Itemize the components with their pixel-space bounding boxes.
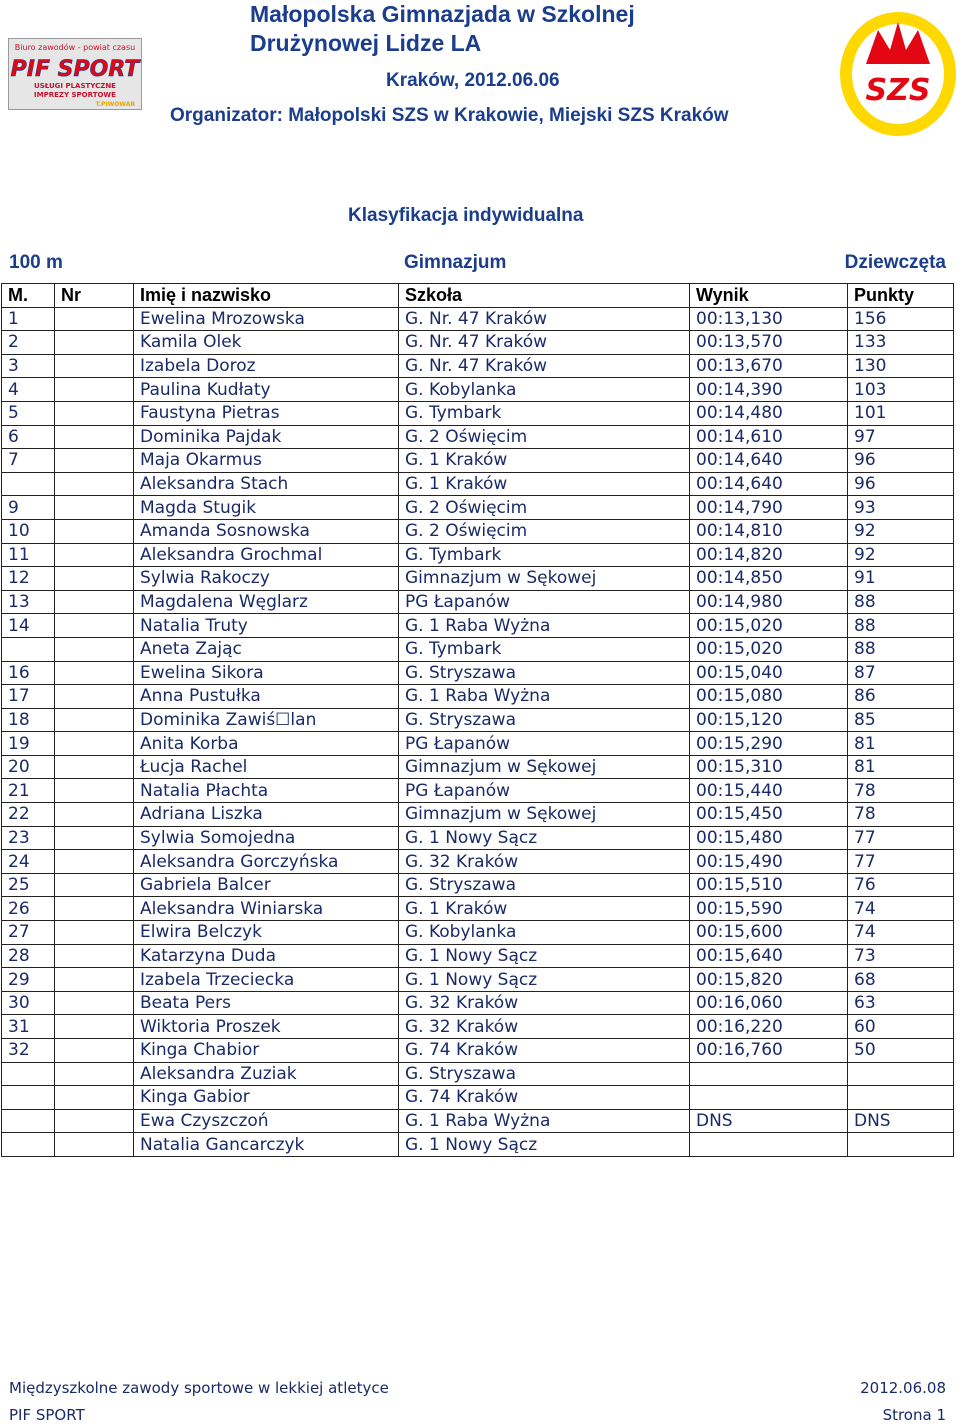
cell-place	[2, 1133, 55, 1157]
cell-points: 88	[848, 637, 954, 661]
cell-school: Gimnazjum w Sękowej	[399, 755, 690, 779]
cell-result: 00:13,570	[690, 331, 848, 355]
logo-right-brand-text: SZS	[865, 73, 931, 108]
logo-left-sub2-text: IMPREZY SPORTOWE	[34, 91, 116, 99]
cell-points: 92	[848, 519, 954, 543]
cell-place	[2, 1086, 55, 1110]
table-row	[2, 1109, 954, 1133]
cell-points: 92	[848, 543, 954, 567]
col-header-school: Szkoła	[399, 284, 690, 308]
cell-result: 00:15,440	[690, 779, 848, 803]
table-row	[2, 378, 954, 402]
table-row	[2, 897, 954, 921]
table-row	[2, 1133, 954, 1157]
cell-result	[690, 1062, 848, 1086]
table-row	[2, 590, 954, 614]
col-header-points: Punkty	[848, 284, 954, 308]
cell-school: G. 1 Nowy Sącz	[399, 944, 690, 968]
cell-points: 60	[848, 1015, 954, 1039]
cell-school: G. Nr. 47 Kraków	[399, 354, 690, 378]
cell-points: 93	[848, 496, 954, 520]
cell-result: 00:15,120	[690, 708, 848, 732]
cell-place	[2, 1062, 55, 1086]
cell-points: 96	[848, 472, 954, 496]
cell-school: G. 2 Oświęcim	[399, 425, 690, 449]
cell-points: 74	[848, 921, 954, 945]
cell-school: G. 1 Nowy Sącz	[399, 1133, 690, 1157]
table-row	[2, 614, 954, 638]
place-date: Kraków, 2012.06.06	[386, 70, 560, 91]
category-label: Dziewczęta	[844, 252, 946, 273]
cell-number	[55, 826, 134, 850]
cell-result: 00:15,600	[690, 921, 848, 945]
cell-points: 63	[848, 991, 954, 1015]
cell-school: G. Nr. 47 Kraków	[399, 307, 690, 331]
cell-points: 85	[848, 708, 954, 732]
cell-result: 00:14,480	[690, 401, 848, 425]
cell-place: 2	[2, 331, 55, 355]
cell-number	[55, 1133, 134, 1157]
cell-school: G. Nr. 47 Kraków	[399, 331, 690, 355]
col-header-result: Wynik	[690, 284, 848, 308]
cell-name: Maja Okarmus	[134, 449, 399, 473]
pif-sport-logo	[8, 38, 142, 110]
cell-result: 00:14,640	[690, 449, 848, 473]
cell-points: 88	[848, 590, 954, 614]
cell-points: 74	[848, 897, 954, 921]
cell-points: 101	[848, 401, 954, 425]
cell-school: G. Kobylanka	[399, 921, 690, 945]
cell-points: 68	[848, 968, 954, 992]
cell-result: 00:15,040	[690, 661, 848, 685]
table-row	[2, 991, 954, 1015]
cell-school: G. 1 Kraków	[399, 449, 690, 473]
table-row	[2, 661, 954, 685]
cell-place: 4	[2, 378, 55, 402]
table-row	[2, 472, 954, 496]
cell-school: Gimnazjum w Sękowej	[399, 567, 690, 591]
cell-points: 78	[848, 803, 954, 827]
cell-number	[55, 1015, 134, 1039]
cell-place: 21	[2, 779, 55, 803]
cell-points: 73	[848, 944, 954, 968]
cell-result: 00:15,480	[690, 826, 848, 850]
table-row	[2, 685, 954, 709]
cell-result: 00:14,850	[690, 567, 848, 591]
table-row	[2, 921, 954, 945]
col-header-number: Nr	[55, 284, 134, 308]
table-row	[2, 1086, 954, 1110]
cell-number	[55, 685, 134, 709]
cell-points: 78	[848, 779, 954, 803]
cell-place: 20	[2, 755, 55, 779]
cell-result: 00:14,790	[690, 496, 848, 520]
cell-number	[55, 1086, 134, 1110]
cell-name: Katarzyna Duda	[134, 944, 399, 968]
cell-result: 00:15,510	[690, 873, 848, 897]
cell-school: G. Tymbark	[399, 401, 690, 425]
cell-name: Aleksandra Stach	[134, 472, 399, 496]
cell-name: Aleksandra Winiarska	[134, 897, 399, 921]
cell-place: 11	[2, 543, 55, 567]
table-row	[2, 850, 954, 874]
cell-name: Wiktoria Proszek	[134, 1015, 399, 1039]
col-header-name: Imię i nazwisko	[134, 284, 399, 308]
logo-left-sub1-text: USŁUGI PLASTYCZNE	[34, 82, 116, 90]
cell-result: 00:14,980	[690, 590, 848, 614]
cell-result: 00:15,590	[690, 897, 848, 921]
cell-points	[848, 1133, 954, 1157]
cell-school: PG Łapanów	[399, 732, 690, 756]
cell-school: G. 74 Kraków	[399, 1086, 690, 1110]
cell-school: G. 2 Oświęcim	[399, 519, 690, 543]
distance-label: 100 m	[9, 252, 63, 273]
table-row	[2, 779, 954, 803]
cell-result: 00:15,020	[690, 637, 848, 661]
cell-name: Beata Pers	[134, 991, 399, 1015]
cell-name: Ewelina Mrozowska	[134, 307, 399, 331]
cell-school: G. 1 Kraków	[399, 472, 690, 496]
cell-points	[848, 1062, 954, 1086]
cell-points: DNS	[848, 1109, 954, 1133]
logo-left-top-text: Biuro zawodów - powiat czasu	[14, 43, 136, 52]
cell-name: Sylwia Somojedna	[134, 826, 399, 850]
cell-place: 32	[2, 1039, 55, 1063]
cell-points: 87	[848, 661, 954, 685]
cell-number	[55, 1109, 134, 1133]
cell-name: Natalia Truty	[134, 614, 399, 638]
footer-date: 2012.06.08	[860, 1379, 946, 1397]
table-row	[2, 567, 954, 591]
table-row	[2, 708, 954, 732]
cell-number	[55, 307, 134, 331]
cell-points: 97	[848, 425, 954, 449]
cell-school: G. Tymbark	[399, 543, 690, 567]
cell-points: 77	[848, 850, 954, 874]
footer-company: PIF SPORT	[9, 1406, 85, 1424]
cell-number	[55, 567, 134, 591]
cell-place: 27	[2, 921, 55, 945]
cell-points: 88	[848, 614, 954, 638]
cell-number	[55, 803, 134, 827]
page-title: Małopolska Gimnazjada w Szkolnej Drużynowej Lidze LA	[250, 1, 635, 56]
cell-result: 00:16,060	[690, 991, 848, 1015]
table-row	[2, 425, 954, 449]
cell-result: 00:16,220	[690, 1015, 848, 1039]
cell-number	[55, 944, 134, 968]
cell-school: G. Kobylanka	[399, 378, 690, 402]
cell-school: G. Stryszawa	[399, 873, 690, 897]
cell-number	[55, 378, 134, 402]
cell-school: G. 2 Oświęcim	[399, 496, 690, 520]
cell-school: G. 1 Raba Wyżna	[399, 1109, 690, 1133]
cell-number	[55, 755, 134, 779]
cell-place: 3	[2, 354, 55, 378]
cell-number	[55, 590, 134, 614]
cell-number	[55, 779, 134, 803]
cell-name: Adriana Liszka	[134, 803, 399, 827]
cell-school: G. Tymbark	[399, 637, 690, 661]
cell-result: 00:14,820	[690, 543, 848, 567]
cell-result: 00:15,310	[690, 755, 848, 779]
cell-place: 18	[2, 708, 55, 732]
table-row	[2, 519, 954, 543]
cell-number	[55, 637, 134, 661]
cell-number	[55, 401, 134, 425]
cell-place: 29	[2, 968, 55, 992]
cell-name: Gabriela Balcer	[134, 873, 399, 897]
results-table	[1, 283, 954, 1157]
cell-result	[690, 1133, 848, 1157]
cell-name: Aleksandra Grochmal	[134, 543, 399, 567]
footer-description: Międzyszkolne zawody sportowe w lekkiej atletyce	[9, 1379, 389, 1397]
cell-place: 1	[2, 307, 55, 331]
cell-school: G. 1 Nowy Sącz	[399, 826, 690, 850]
classification-heading: Klasyfikacja indywidualna	[348, 205, 584, 226]
cell-school: G. 32 Kraków	[399, 1015, 690, 1039]
table-row	[2, 1062, 954, 1086]
table-row	[2, 637, 954, 661]
cell-result: 00:15,490	[690, 850, 848, 874]
cell-school: Gimnazjum w Sękowej	[399, 803, 690, 827]
school-level-label: Gimnazjum	[404, 252, 507, 273]
cell-points: 133	[848, 331, 954, 355]
cell-place: 28	[2, 944, 55, 968]
table-row	[2, 401, 954, 425]
cell-result: 00:13,130	[690, 307, 848, 331]
cell-result: 00:15,640	[690, 944, 848, 968]
table-header-row	[2, 284, 954, 308]
cell-points: 81	[848, 755, 954, 779]
cell-points: 156	[848, 307, 954, 331]
cell-school: G. Stryszawa	[399, 661, 690, 685]
table-row	[2, 826, 954, 850]
table-row	[2, 732, 954, 756]
cell-number	[55, 614, 134, 638]
cell-name: Izabela Doroz	[134, 354, 399, 378]
organizer: Organizator: Małopolski SZS w Krakowie, Miejski SZS Kraków	[170, 105, 729, 126]
cell-points: 81	[848, 732, 954, 756]
cell-place: 23	[2, 826, 55, 850]
cell-number	[55, 708, 134, 732]
table-row	[2, 543, 954, 567]
cell-result: 00:15,820	[690, 968, 848, 992]
cell-name: Anita Korba	[134, 732, 399, 756]
szs-logo	[838, 8, 958, 138]
cell-school: G. 32 Kraków	[399, 850, 690, 874]
logo-left-sign-text: T.PIWOWAR	[95, 101, 135, 108]
cell-place: 24	[2, 850, 55, 874]
cell-result: 00:14,810	[690, 519, 848, 543]
cell-result: 00:14,640	[690, 472, 848, 496]
cell-number	[55, 519, 134, 543]
cell-number	[55, 850, 134, 874]
cell-name: Magdalena Węglarz	[134, 590, 399, 614]
cell-points: 103	[848, 378, 954, 402]
cell-result: 00:14,390	[690, 378, 848, 402]
table-row	[2, 944, 954, 968]
cell-name: Natalia Gancarczyk	[134, 1133, 399, 1157]
table-row	[2, 496, 954, 520]
cell-school: PG Łapanów	[399, 590, 690, 614]
cell-place: 12	[2, 567, 55, 591]
cell-place	[2, 637, 55, 661]
cell-points: 86	[848, 685, 954, 709]
cell-place: 25	[2, 873, 55, 897]
table-row	[2, 1039, 954, 1063]
cell-points: 77	[848, 826, 954, 850]
cell-name: Aleksandra Gorczyńska	[134, 850, 399, 874]
cell-result: 00:13,670	[690, 354, 848, 378]
cell-result: DNS	[690, 1109, 848, 1133]
table-row	[2, 354, 954, 378]
cell-result: 00:15,290	[690, 732, 848, 756]
cell-place: 22	[2, 803, 55, 827]
cell-number	[55, 661, 134, 685]
cell-place: 31	[2, 1015, 55, 1039]
cell-name: Kamila Olek	[134, 331, 399, 355]
cell-result: 00:16,760	[690, 1039, 848, 1063]
cell-name: Dominika Zawiś☐lan	[134, 708, 399, 732]
cell-result: 00:15,080	[690, 685, 848, 709]
cell-number	[55, 1062, 134, 1086]
cell-name: Amanda Sosnowska	[134, 519, 399, 543]
cell-result	[690, 1086, 848, 1110]
table-row	[2, 307, 954, 331]
cell-number	[55, 873, 134, 897]
cell-school: G. 1 Kraków	[399, 897, 690, 921]
cell-name: Faustyna Pietras	[134, 401, 399, 425]
table-row	[2, 1015, 954, 1039]
cell-points: 91	[848, 567, 954, 591]
cell-points: 130	[848, 354, 954, 378]
cell-school: G. 1 Raba Wyżna	[399, 685, 690, 709]
cell-result: 00:15,450	[690, 803, 848, 827]
cell-name: Natalia Płachta	[134, 779, 399, 803]
cell-number	[55, 991, 134, 1015]
cell-result: 00:14,610	[690, 425, 848, 449]
cell-name: Ewa Czyszczoń	[134, 1109, 399, 1133]
cell-school: G. 32 Kraków	[399, 991, 690, 1015]
cell-points	[848, 1086, 954, 1110]
logo-left-brand-text: PIF SPORT	[10, 57, 140, 82]
cell-points: 96	[848, 449, 954, 473]
col-header-place: M.	[2, 284, 55, 308]
cell-name: Kinga Gabior	[134, 1086, 399, 1110]
cell-result: 00:15,020	[690, 614, 848, 638]
cell-place: 6	[2, 425, 55, 449]
cell-number	[55, 897, 134, 921]
cell-number	[55, 331, 134, 355]
cell-number	[55, 472, 134, 496]
cell-place: 26	[2, 897, 55, 921]
cell-school: PG Łapanów	[399, 779, 690, 803]
cell-place: 19	[2, 732, 55, 756]
cell-name: Paulina Kudłaty	[134, 378, 399, 402]
cell-school: G. Stryszawa	[399, 708, 690, 732]
cell-number	[55, 1039, 134, 1063]
cell-name: Dominika Pajdak	[134, 425, 399, 449]
cell-place	[2, 1109, 55, 1133]
cell-name: Izabela Trzeciecka	[134, 968, 399, 992]
cell-number	[55, 449, 134, 473]
cell-number	[55, 968, 134, 992]
cell-name: Łucja Rachel	[134, 755, 399, 779]
cell-place: 17	[2, 685, 55, 709]
cell-number	[55, 543, 134, 567]
footer-page-number: Strona 1	[882, 1406, 946, 1424]
cell-name: Sylwia Rakoczy	[134, 567, 399, 591]
cell-name: Ewelina Sikora	[134, 661, 399, 685]
cell-name: Kinga Chabior	[134, 1039, 399, 1063]
table-row	[2, 873, 954, 897]
cell-points: 76	[848, 873, 954, 897]
cell-number	[55, 732, 134, 756]
table-row	[2, 755, 954, 779]
cell-place: 10	[2, 519, 55, 543]
cell-number	[55, 354, 134, 378]
cell-place	[2, 472, 55, 496]
cell-name: Magda Stugik	[134, 496, 399, 520]
table-row	[2, 331, 954, 355]
table-row	[2, 968, 954, 992]
cell-place: 30	[2, 991, 55, 1015]
cell-number	[55, 921, 134, 945]
cell-school: G. 1 Nowy Sącz	[399, 968, 690, 992]
cell-place: 7	[2, 449, 55, 473]
cell-school: G. 1 Raba Wyżna	[399, 614, 690, 638]
table-row	[2, 803, 954, 827]
cell-school: G. Stryszawa	[399, 1062, 690, 1086]
cell-place: 9	[2, 496, 55, 520]
cell-place: 13	[2, 590, 55, 614]
cell-name: Elwira Belczyk	[134, 921, 399, 945]
cell-place: 5	[2, 401, 55, 425]
cell-points: 50	[848, 1039, 954, 1063]
cell-school: G. 74 Kraków	[399, 1039, 690, 1063]
cell-place: 14	[2, 614, 55, 638]
cell-place: 16	[2, 661, 55, 685]
cell-number	[55, 496, 134, 520]
cell-name: Aleksandra Zuziak	[134, 1062, 399, 1086]
cell-name: Anna Pustułka	[134, 685, 399, 709]
cell-number	[55, 425, 134, 449]
cell-name: Aneta Zając	[134, 637, 399, 661]
table-row	[2, 449, 954, 473]
